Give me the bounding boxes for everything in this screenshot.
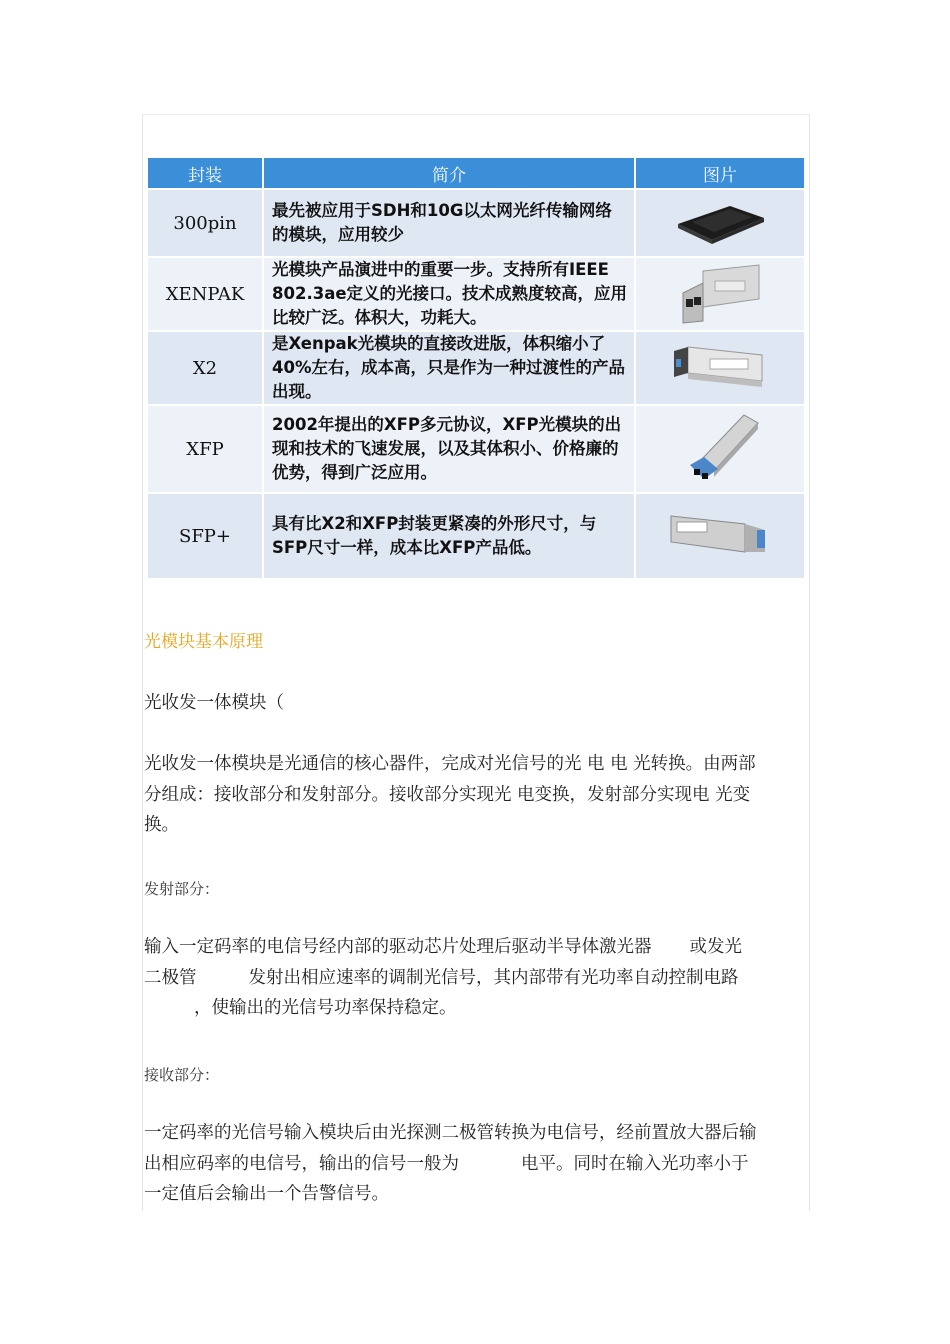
tx-line: [144, 932, 808, 963]
tx-line-part: ，使输出的光信号功率保持稳定。: [194, 998, 457, 1018]
package-description: 是Xenpak光模块的直接改进版，体积缩小了40%左右，成本高，只是作为一种过渡性的产品出现。: [263, 331, 635, 405]
tx-line: [144, 993, 808, 1024]
module-xfp-photo: [635, 405, 805, 493]
table-row: [147, 405, 805, 493]
package-description: 具有比X2和XFP封装更紧凑的外形尺寸，与SFP尺寸一样，成本比XFP产品低。: [263, 493, 635, 579]
intro-line: 换。: [144, 815, 179, 835]
table-header-row: [147, 157, 805, 189]
intro-line: 光收发一体模块是光通信的核心器件，完成对光信号的光 电 电 光转换。由两部: [144, 754, 756, 774]
intro-paragraph: [144, 749, 808, 841]
intro-line: 分组成：接收部分和发射部分。接收部分实现光 电变换，发射部分实现电 光变: [144, 784, 751, 805]
module-300pin-icon: [672, 198, 768, 248]
rx-line-part: 电平。同时在输入光功率小于: [521, 1153, 749, 1174]
tx-line-part: 发射出相应速率的调制光信号，其内部带有光功率自动控制电路: [248, 967, 739, 988]
tx-line-part: 二极管: [144, 967, 197, 988]
tx-paragraph: [144, 932, 808, 1024]
tx-label: 发射部分：: [144, 880, 220, 898]
rx-paragraph: [144, 1118, 808, 1210]
module-table: [146, 156, 806, 580]
table-row: [147, 493, 805, 579]
section-heading: 光模块基本原理: [144, 632, 263, 652]
package-description: 2002年提出的XFP多元协议，XFP光模块的出现和技术的飞速发展，以及其体积小、价格廉的优势，得到广泛应用。: [263, 405, 635, 493]
module-xenpak-photo: [635, 257, 805, 331]
header-description: 简介: [263, 157, 635, 189]
rx-line: [144, 1149, 808, 1180]
table-row: [147, 331, 805, 405]
package-name: SFP+: [147, 493, 263, 579]
package-description: 光模块产品演进中的重要一步。支持所有IEEE 802.3ae定义的光接口。技术成熟度较高，应用比较广泛。体积大，功耗大。: [263, 257, 635, 331]
section-subtitle: 光收发一体模块（: [144, 693, 284, 713]
rx-line: 一定值后会输出一个告警信号。: [144, 1184, 389, 1204]
module-xfp-icon: [678, 409, 762, 489]
module-sfp-plus-icon: [665, 506, 775, 566]
package-name: XFP: [147, 405, 263, 493]
package-name: XENPAK: [147, 257, 263, 331]
rx-line: 一定码率的光信号输入模块后由光探测二极管转换为电信号，经前置放大器后输: [144, 1123, 757, 1143]
table-row: [147, 189, 805, 257]
tx-line-part: 或发光: [689, 937, 742, 957]
package-name: 300pin: [147, 189, 263, 257]
header-package: 封装: [147, 157, 263, 189]
tx-line: [144, 963, 808, 994]
module-x2-photo: [635, 331, 805, 405]
tx-line-part: 输入一定码率的电信号经内部的驱动芯片处理后驱动半导体激光器: [144, 937, 652, 957]
rx-label: 接收部分：: [144, 1066, 220, 1084]
module-x2-icon: [670, 337, 770, 399]
module-xenpak-icon: [675, 263, 765, 325]
header-image: 图片: [635, 157, 805, 189]
rx-line-part: 出相应码率的电信号，输出的信号一般为: [144, 1153, 459, 1174]
module-300pin-photo: [635, 189, 805, 257]
package-name: X2: [147, 331, 263, 405]
module-sfp-plus-photo: [635, 493, 805, 579]
package-description: 最先被应用于SDH和10G以太网光纤传输网络的模块，应用较少: [263, 189, 635, 257]
table-row: [147, 257, 805, 331]
